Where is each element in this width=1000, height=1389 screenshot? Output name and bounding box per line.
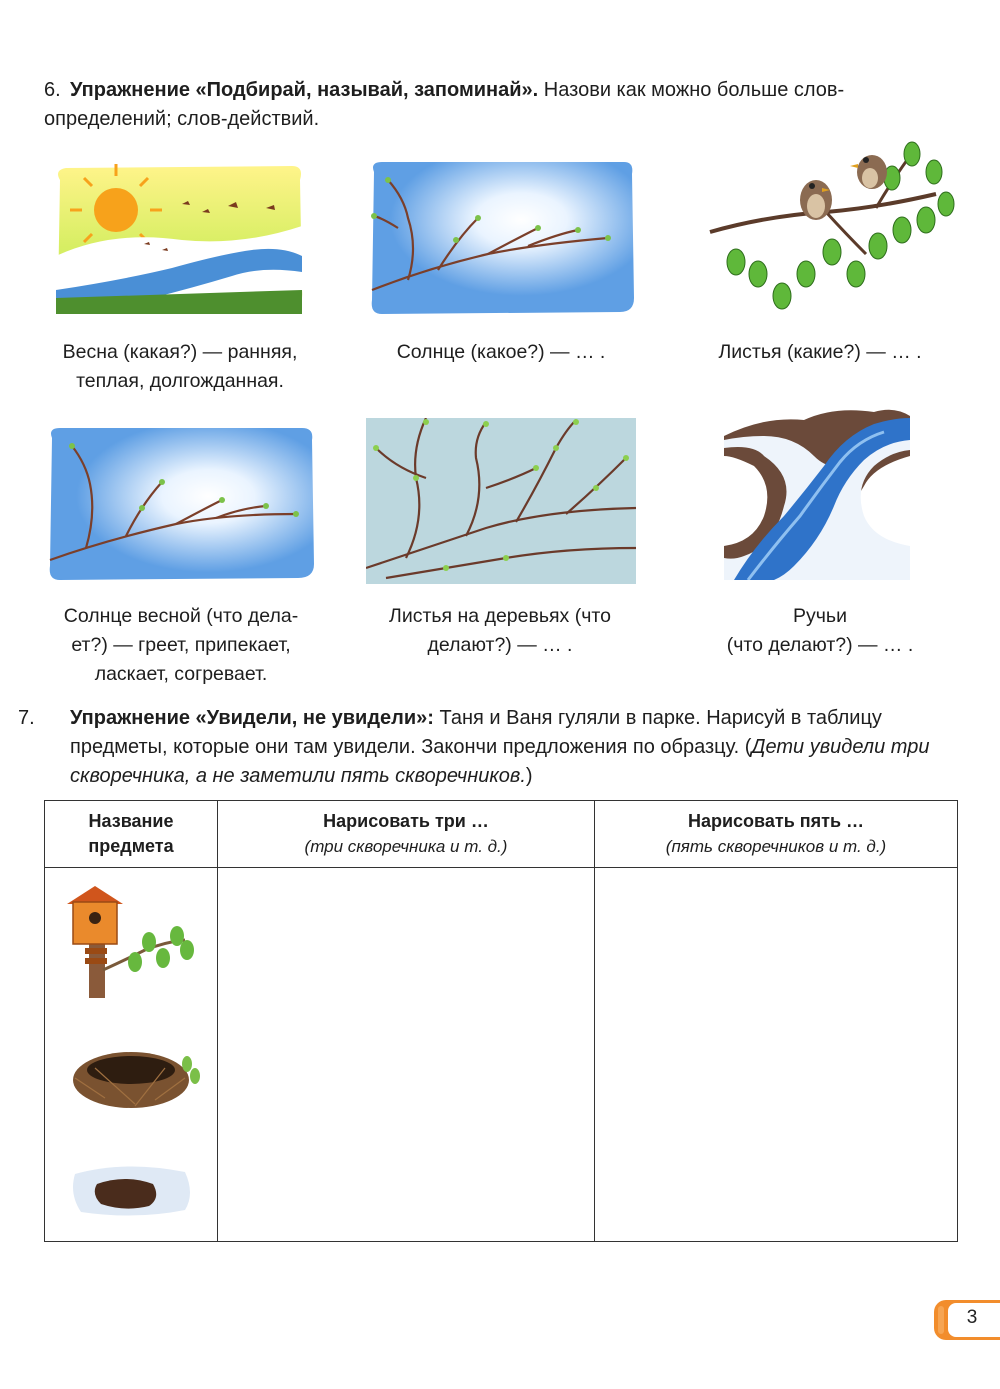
- item-cell: [45, 868, 218, 1242]
- nest-icon: [45, 1038, 217, 1119]
- draw-three-cell[interactable]: [218, 868, 595, 1242]
- page-number: 3: [966, 1307, 978, 1328]
- sunny-branch-icon: [368, 158, 636, 316]
- column-header-five: Нарисовать пять … (пять скворечников и т. д.): [595, 801, 958, 868]
- spring-landscape-icon: [52, 160, 304, 318]
- exercise-number: 6.: [44, 79, 61, 101]
- birdhouse-icon: [45, 880, 217, 1003]
- exercise-6-heading: [44, 76, 960, 134]
- birds-on-branch-icon: [706, 134, 958, 312]
- exercise-7-heading: 7. Упражнение «Увидели, не увидели»: Таня и Ваня гуляли в парке. Нарисуй в таблицу предметы, которые они там увидели. Закончи предложения по образцу. (Дети увидели три скворечника, а не заметили пять скворечников.): [44, 704, 960, 791]
- exercise-text: Таня и Ваня гуляли в парке. Нарисуй в таблицу предметы, которые они там увидели. Закончи предложения по образцу. (: [70, 707, 882, 758]
- caption-leaves: Листья (какие?) — … .: [718, 341, 922, 363]
- page-tab: [934, 1300, 1000, 1340]
- exercise-number: 7.: [18, 707, 35, 729]
- exercise-title: Упражнение «Увидели, не увидели»:: [70, 707, 434, 729]
- thawed-patch-icon: [45, 1154, 217, 1229]
- budding-branches-icon: [366, 418, 636, 584]
- exercise-example: Дети увидели три скворечника, а не заметили пять скворечников.: [70, 736, 930, 787]
- caption-leaves-trees: Листья на деревьях (что делают?) — … .: [389, 605, 611, 656]
- stream-icon: [724, 396, 910, 580]
- column-header-item: Название предмета: [45, 801, 218, 868]
- caption-sun: Солнце (какое?) — … .: [396, 341, 606, 363]
- exercise-title: Упражнение «Подбирай, называй, запоминай».: [70, 79, 539, 101]
- caption-spring: Весна (какая?) — ранняя, теплая, долгожданная.: [62, 341, 298, 392]
- caption-sun-spring: Солнце весной (что дела- ет?) — греет, припекает, ласкает, согревает.: [63, 605, 299, 685]
- exercise-text: Назови как можно больше слов-определений; слов-действий.: [44, 79, 845, 130]
- caption-streams: Ручьи (что делают?) — … .: [726, 605, 914, 656]
- draw-five-cell[interactable]: [595, 868, 958, 1242]
- sunny-branch-icon: [46, 424, 316, 582]
- drawing-table: [44, 800, 958, 1242]
- column-header-three: Нарисовать три … (три скворечника и т. д.): [218, 801, 595, 868]
